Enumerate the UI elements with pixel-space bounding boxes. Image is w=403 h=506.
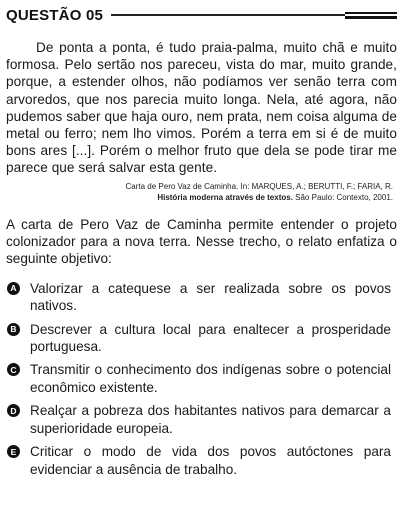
option-e-text: Criticar o modo de vida dos povos autóctones para evidenciar a ausência de trabalho. [30, 444, 391, 477]
quote-text: De ponta a ponta, é tudo praia-palma, muito chã e muito formosa. Pelo sertão nos pareceu, vista do mar, muito grande, porque, a estender olhos, não podíamos ver senão terra com arvoredos, que nos parecia muito longa. Nela, até agora, não pudemos saber que haja ouro, nem prata, nem coisa alguma de metal ou ferro; nem lho vimos. Porém a terra em si é de muito bons ares [...]. Porém o melhor fruto que dela se pode tirar me parece que será salvar esta gente. [6, 40, 397, 176]
quote-source [6, 181, 397, 203]
source-line-2 [6, 192, 393, 203]
option-a-badge-icon: A [7, 282, 20, 295]
option-e[interactable] [6, 443, 397, 478]
question-stem: A carta de Pero Vaz de Caminha permite entender o projeto colonizador para a nova terra. Nesse trecho, o relato enfatiza o seguinte objetivo: [6, 216, 397, 267]
source-line-1: Carta de Pero Vaz de Caminha. In: MARQUES, A.; BERUTTI, F.; FARIA, R. [125, 181, 393, 191]
source-publisher: São Paulo: Contexto, 2001. [292, 192, 393, 202]
option-e-badge-icon: E [7, 445, 20, 458]
header-bar [345, 16, 397, 19]
header-rule [111, 14, 345, 16]
option-d-badge-icon: D [7, 404, 20, 417]
option-d-text: Realçar a pobreza dos habitantes nativos para demarcar a superioridade europeia. [30, 403, 391, 436]
option-b-badge-icon: B [7, 323, 20, 336]
option-c-badge-icon: C [7, 363, 20, 376]
option-c-text: Transmitir o conhecimento dos indígenas sobre o potencial econômico existente. [30, 362, 391, 395]
question-header [6, 6, 397, 24]
option-d[interactable] [6, 402, 397, 437]
question-title: QUESTÃO 05 [6, 6, 104, 24]
option-b[interactable] [6, 321, 397, 356]
source-book-title: História moderna através de textos. [157, 192, 293, 202]
header-rule-bars [345, 12, 397, 19]
option-a-text: Valorizar a catequese a ser realizada sobre os povos nativos. [30, 280, 391, 314]
option-b-text: Descrever a cultura local para enaltecer a prosperidade portuguesa. [30, 321, 391, 355]
answer-options [6, 280, 397, 478]
option-a[interactable] [6, 280, 397, 315]
header-bar [345, 12, 397, 15]
option-c[interactable] [6, 361, 397, 396]
